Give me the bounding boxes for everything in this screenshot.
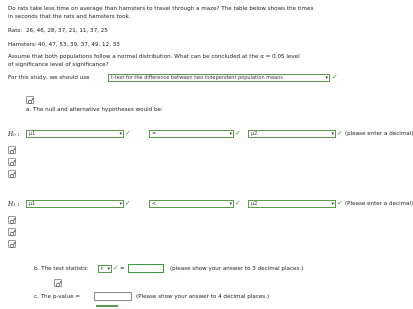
check-icon: ✓ [337, 199, 343, 207]
h0-left-select-value: μ1 [29, 131, 36, 137]
chevron-down-icon: ▾ [331, 201, 334, 207]
rats-label: Rats: [8, 28, 23, 34]
progress-indicator [96, 305, 118, 307]
check-icon: ✓ [113, 264, 119, 272]
study-test-select[interactable] [108, 74, 330, 82]
assume-line-1: Assume that both populations follow a normal distribution. What can be concluded at the α = 0.05 level [8, 54, 300, 60]
chevron-down-icon: ▾ [229, 131, 232, 137]
edit-tool-icon[interactable] [8, 228, 16, 236]
check-icon: ✓ [235, 129, 241, 137]
chevron-down-icon: ▾ [119, 131, 122, 137]
h0-operator-value: = [152, 131, 157, 137]
test-statistic-select-value: t [101, 266, 103, 272]
h1-operator-value: < [152, 201, 157, 207]
h1-label: H₁ : [8, 201, 20, 208]
h0-hint: (please enter a decimal) [345, 131, 413, 137]
edit-tool-icon[interactable] [8, 240, 16, 248]
h1-right-select-value: μ2 [251, 201, 258, 207]
h1-left-select[interactable] [26, 200, 124, 208]
part-c-label: c. The p-value = [34, 294, 80, 300]
edit-tool-icon[interactable] [8, 146, 16, 154]
chevron-down-icon: ▾ [229, 201, 232, 207]
chevron-down-icon: ▾ [331, 131, 334, 137]
test-statistic-input[interactable] [128, 264, 164, 273]
h1-left-select-value: μ1 [29, 201, 36, 207]
h1-right-select[interactable] [248, 200, 336, 208]
hamsters-values: 40, 47, 53, 39, 37, 49, 12, 33 [38, 42, 120, 48]
edit-tool-icon[interactable] [8, 216, 16, 224]
part-a-label: a. The null and alternative hypotheses would be: [26, 107, 163, 113]
rats-values: 26, 46, 28, 37, 21, 11, 37, 25 [26, 28, 108, 34]
h1-hint: (Please enter a decimal) [345, 201, 413, 207]
chevron-down-icon: ▾ [107, 266, 110, 272]
check-icon: ✓ [332, 73, 338, 81]
check-icon: ✓ [235, 199, 241, 207]
part-b-label: b. The test statistic [34, 266, 88, 272]
test-statistic-select[interactable] [98, 265, 112, 273]
check-icon: ✓ [125, 129, 131, 137]
question-line-1: Do rats take less time on average than hamsters to travel through a maze? The table below shows the times [8, 6, 314, 12]
edit-tool-icon[interactable] [26, 96, 34, 104]
assume-line-2: of significance level of significance? [8, 62, 109, 68]
study-prefix: For this study, we should use [8, 75, 90, 81]
h0-left-select[interactable] [26, 130, 124, 138]
question-line-2: in seconds that the rats and hamsters took. [8, 14, 131, 20]
p-value-hint: (Please show your answer to 4 decimal places.) [136, 294, 270, 300]
chevron-down-icon: ▾ [325, 75, 328, 81]
h0-label: H₀ : [8, 131, 20, 138]
edit-tool-icon[interactable] [8, 158, 16, 166]
chevron-down-icon: ▾ [119, 201, 122, 207]
h0-right-select[interactable] [248, 130, 336, 138]
edit-tool-icon[interactable] [54, 279, 62, 287]
hamsters-label: Hamsters: [8, 42, 37, 48]
check-icon: ✓ [125, 199, 131, 207]
edit-tool-icon[interactable] [8, 170, 16, 178]
study-test-select-value: t-test for the difference between two independent population means [111, 75, 283, 81]
p-value-input[interactable] [94, 292, 132, 301]
test-statistic-hint: (please show your answer to 3 decimal places.) [170, 266, 304, 272]
equals-sign: = [120, 266, 125, 272]
h0-right-select-value: μ2 [251, 131, 258, 137]
h1-operator-select[interactable] [149, 200, 234, 208]
h0-operator-select[interactable] [149, 130, 234, 138]
check-icon: ✓ [337, 129, 343, 137]
